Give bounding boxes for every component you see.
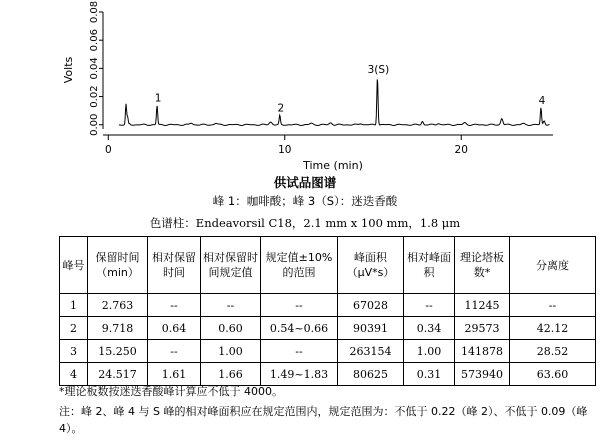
y-tick-label: 0.04: [89, 57, 100, 80]
cell-peak-area: 80625: [338, 363, 404, 386]
y-axis-label: Volts: [62, 56, 75, 84]
cell-spec-range: 1.49~1.83: [261, 363, 338, 386]
y-tick-label: 0.06: [89, 29, 100, 52]
table-row: [60, 340, 596, 363]
results-table: [59, 236, 596, 386]
cell-retention-time: 2.763: [88, 294, 148, 317]
chromatogram-trace: [119, 79, 550, 125]
cell-plates: 141878: [455, 340, 510, 363]
peak-label: 2: [277, 102, 285, 115]
col-header-plates: 理论塔板数*: [455, 237, 510, 294]
cell-peak-no: 2: [60, 317, 88, 340]
x-axis: [103, 135, 553, 172]
y-axis: [62, 1, 103, 136]
cell-resolution: 42.12: [510, 317, 596, 340]
col-header-peak-area: 峰面积（μV*s）: [338, 237, 404, 294]
column-spec-line: 色谱柱：Endeavorsil C18，2.1 mm x 100 mm，1.8 μm: [149, 216, 461, 230]
cell-relative-area: 1.00: [404, 340, 455, 363]
cell-spec-range: --: [261, 294, 338, 317]
cell-spec-range: --: [261, 340, 338, 363]
x-tick-label: 0: [104, 144, 112, 156]
y-tick-label: 0.02: [89, 85, 100, 108]
cell-resolution: 63.60: [510, 363, 596, 386]
table-header-row: [60, 237, 596, 294]
cell-peak-area: 90391: [338, 317, 404, 340]
col-header-retention-time: 保留时间（min）: [88, 237, 148, 294]
cell-relative-retention: --: [148, 294, 201, 317]
y-tick-label: 0.00: [89, 113, 100, 136]
plate-count-footnote: *理论板数按迷迭香酸峰计算应不低于 4000。: [59, 385, 283, 398]
cell-peak-no: 4: [60, 363, 88, 386]
table-row: [60, 317, 596, 340]
chromatogram-chart: [0, 0, 610, 175]
col-header-resolution: 分离度: [510, 237, 596, 294]
peak-label: 4: [538, 94, 546, 107]
col-header-rrt-spec: 相对保留时间规定值: [201, 237, 261, 294]
cell-retention-time: 15.250: [88, 340, 148, 363]
col-header-peak-no: 峰号: [60, 237, 88, 294]
cell-relative-retention: 1.61: [148, 363, 201, 386]
col-header-spec-range: 规定值±10%的范围: [261, 237, 338, 294]
cell-resolution: --: [510, 294, 596, 317]
cell-rrt-spec: 0.60: [201, 317, 261, 340]
cell-peak-area: 67028: [338, 294, 404, 317]
cell-retention-time: 24.517: [88, 363, 148, 386]
x-axis-label: Time (min): [303, 159, 363, 172]
cell-relative-retention: 0.64: [148, 317, 201, 340]
cell-relative-area: 0.34: [404, 317, 455, 340]
cell-peak-no: 3: [60, 340, 88, 363]
cell-spec-range: 0.54~0.66: [261, 317, 338, 340]
cell-rrt-spec: 1.66: [201, 363, 261, 386]
cell-plates: 573940: [455, 363, 510, 386]
cell-plates: 11245: [455, 294, 510, 317]
table-row: [60, 294, 596, 317]
cell-rrt-spec: 1.00: [201, 340, 261, 363]
x-tick-label: 20: [454, 144, 468, 156]
col-header-relative-area: 相对峰面积: [404, 237, 455, 294]
cell-rrt-spec: --: [201, 294, 261, 317]
y-tick-label: 0.08: [89, 0, 100, 24]
cell-retention-time: 9.718: [88, 317, 148, 340]
cell-peak-area: 263154: [338, 340, 404, 363]
figure-title: 供试品图谱: [273, 175, 337, 190]
peak-label: 3(S): [367, 63, 390, 76]
cell-relative-retention: --: [148, 340, 201, 363]
cell-peak-no: 1: [60, 294, 88, 317]
cell-relative-area: --: [404, 294, 455, 317]
col-header-relative-retention: 相对保留时间: [148, 237, 201, 294]
peak-label: 1: [154, 92, 162, 105]
cell-resolution: 28.52: [510, 340, 596, 363]
spec-note: 注：峰 2、峰 4 与 S 峰的相对峰面积应在规定范围内，规定范围为：不低于 0.22（峰 2）、不低于 0.09（峰 4）。: [59, 405, 588, 435]
cell-plates: 29573: [455, 317, 510, 340]
peak-identity-line: 峰 1：咖啡酸；峰 3（S）：迷迭香酸: [212, 194, 398, 208]
x-tick-label: 10: [278, 144, 292, 156]
cell-relative-area: 0.31: [404, 363, 455, 386]
